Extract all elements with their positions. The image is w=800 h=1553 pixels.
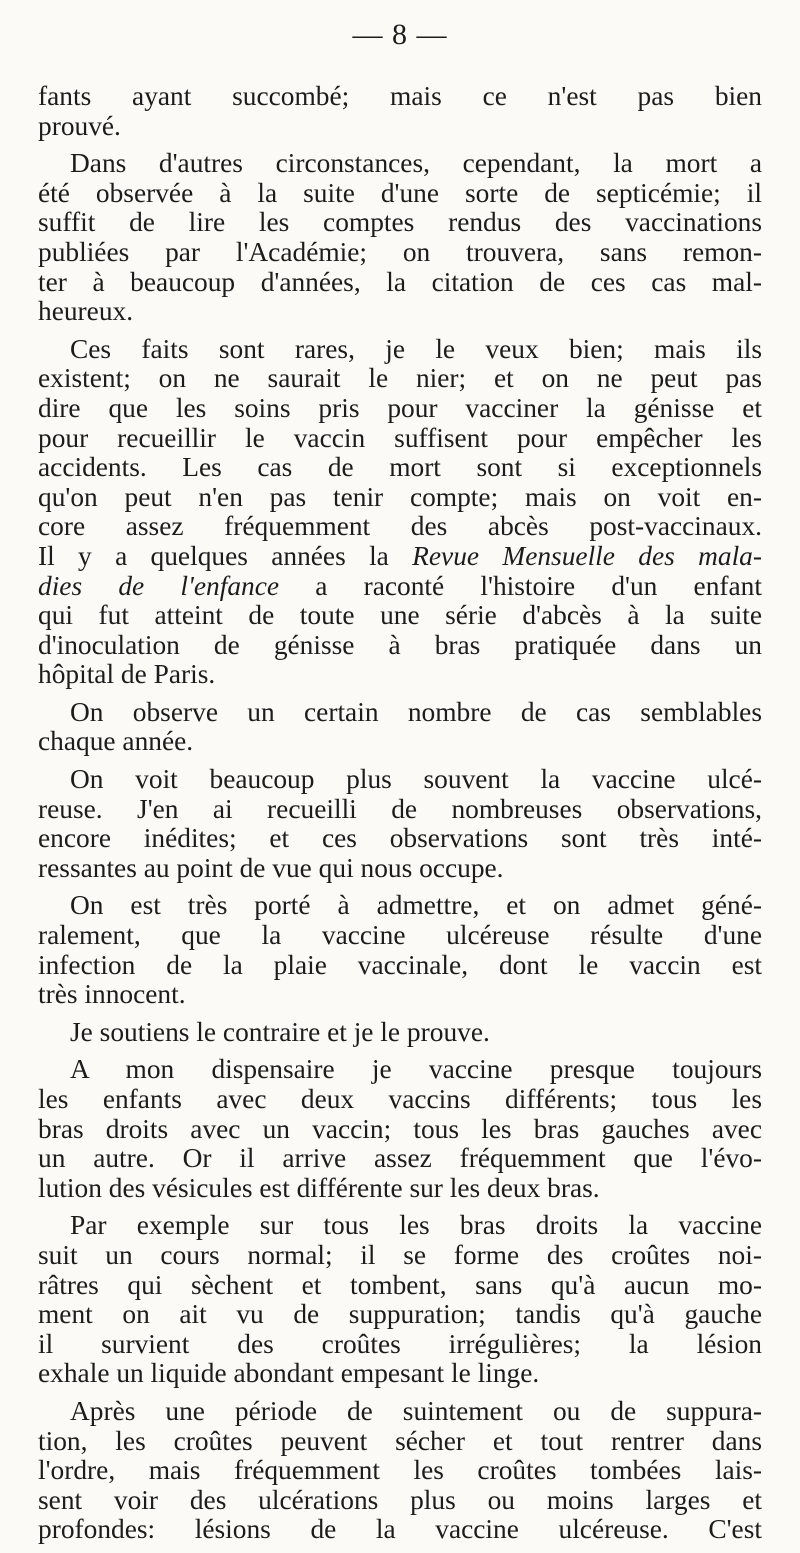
text-line: dire que les soins pris pour vacciner la génisse et: [38, 392, 762, 423]
text-line: core assez fréquemment des abcès post-vaccinaux.: [38, 511, 762, 542]
text-line: l'ordre, mais fréquemment les croûtes tombées lais-: [38, 1455, 762, 1486]
paragraph: [38, 891, 762, 1009]
text-line: Par exemple sur tous les bras droits la vaccine: [70, 1210, 762, 1241]
journal-title: dies de l'enfance: [38, 570, 280, 601]
paragraph: [38, 149, 762, 327]
paragraph: [38, 698, 762, 757]
text-line: Je soutiens le contraire et je le prouve.: [70, 1017, 490, 1047]
paragraph: [38, 1397, 762, 1545]
paragraph: [38, 765, 762, 883]
text-line-with-journal-title: [38, 542, 762, 572]
text-line: On est très porté à admettre, et on admet géné-: [70, 890, 762, 921]
text-line: sent voir des ulcérations plus ou moins larges et: [38, 1484, 762, 1515]
text-line: d'inoculation de génisse à bras pratiquée dans un: [38, 629, 762, 660]
text-line: fants ayant succombé; mais ce n'est pas bien: [38, 81, 762, 111]
text-line: il survient des croûtes irrégulières; la lésion: [38, 1328, 762, 1359]
paragraph: [38, 1211, 762, 1389]
text-line: Après une période de suintement ou de suppura-: [70, 1395, 762, 1426]
text-line: pour recueillir le vaccin suffisent pour empêcher les: [38, 422, 762, 453]
text-line: ter à beaucoup d'années, la citation de ces cas mal-: [38, 266, 762, 297]
text-line: râtres qui sèchent et tombent, sans qu'à aucun mo-: [38, 1269, 762, 1300]
text-line: ralement, que la vaccine ulcéreuse résulte d'une: [38, 920, 762, 951]
text-line: suffit de lire les comptes rendus des vaccinations: [38, 207, 762, 238]
text-line: un autre. Or il arrive assez fréquemment que l'évo-: [38, 1143, 762, 1174]
text-line: prouvé.: [38, 111, 121, 141]
text-segment: a raconté l'histoire d'un enfant: [279, 570, 762, 601]
journal-title: Revue Mensuelle des mala-: [412, 540, 763, 571]
paragraph: [38, 1055, 762, 1203]
text-line: qu'on peut n'en pas tenir compte; mais on voit en-: [38, 481, 762, 512]
text-line: très innocent.: [38, 980, 186, 1010]
text-line: encore inédites; et ces observations sont très inté-: [38, 823, 762, 854]
text-line: reuse. J'en ai recueilli de nombreuses observations,: [38, 793, 762, 824]
text-line: hôpital de Paris.: [38, 660, 216, 690]
text-line: accidents. Les cas de mort sont si exceptionnels: [38, 452, 762, 483]
text-line: publiées par l'Académie; on trouvera, sans remon-: [38, 236, 762, 267]
text-line: suit un cours normal; il se forme des croûtes noi-: [38, 1239, 762, 1270]
text-line: qui fut atteint de toute une série d'abcès à la suite: [38, 600, 762, 631]
text-line: ressantes au point de vue qui nous occupe.: [38, 853, 504, 883]
text-line: chaque année.: [38, 727, 194, 757]
text-line: existent; on ne saurait le nier; et on ne peut pas: [38, 363, 762, 394]
text-line: lution des vésicules est différente sur les deux bras.: [38, 1173, 600, 1203]
body-text: [38, 82, 762, 1553]
paragraph: [38, 82, 762, 141]
text-line: tion, les croûtes peuvent sécher et tout rentrer dans: [38, 1425, 762, 1456]
text-line: Dans d'autres circonstances, cependant, la mort a: [70, 148, 762, 179]
text-line: A mon dispensaire je vaccine presque toujours: [70, 1054, 762, 1085]
text-line: On observe un certain nombre de cas semblables: [70, 696, 762, 727]
text-line: les enfants avec deux vaccins différents; tous les: [38, 1084, 762, 1114]
text-segment: Il y a quelques années la: [38, 540, 413, 571]
text-line: exhale un liquide abondant empesant le linge.: [38, 1359, 540, 1389]
text-line: heureux.: [38, 297, 134, 327]
text-line: été observée à la suite d'une sorte de septicémie; il: [38, 177, 762, 208]
paragraph: [38, 1018, 762, 1048]
text-line: profondes: lésions de la vaccine ulcéreuse. C'est: [38, 1514, 762, 1545]
text-line: bras droits avec un vaccin; tous les bras gauches avec: [38, 1113, 762, 1144]
text-line: Ces faits sont rares, je le veux bien; mais ils: [70, 333, 762, 364]
text-line: On voit beaucoup plus souvent la vaccine ulcé-: [70, 764, 762, 795]
text-line: infection de la plaie vaccinale, dont le vaccin est: [38, 949, 762, 980]
text-line-with-journal-title: [38, 572, 762, 602]
text-line: ment on ait vu de suppuration; tandis qu'à gauche: [38, 1299, 762, 1330]
page-number: — 8 —: [352, 18, 448, 51]
paragraph: [38, 335, 762, 690]
